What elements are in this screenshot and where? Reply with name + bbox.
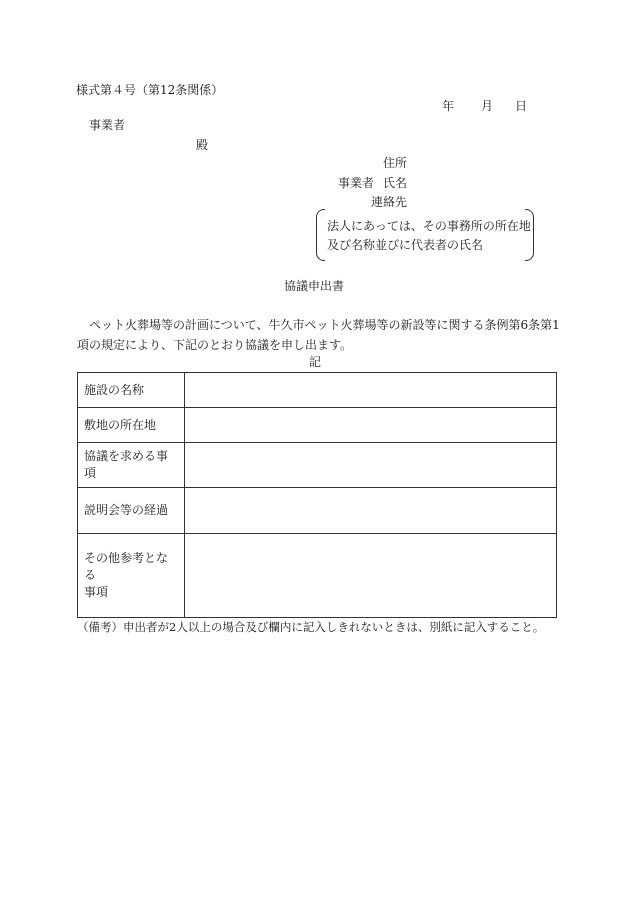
corporate-note-line2: 及び名称並びに代表者の氏名 — [327, 238, 484, 252]
document-title: 協議申出書 — [284, 279, 345, 293]
row-label-other-reference — [78, 534, 185, 618]
row-label-other-line1: その他参考となる — [84, 551, 169, 582]
name-label: 氏名 — [383, 176, 408, 190]
corporate-note-bracket — [316, 209, 534, 259]
row-value-briefing-progress[interactable] — [185, 488, 557, 534]
contact-label: 連絡先 — [371, 195, 408, 209]
applicant-role-label: 事業者 — [338, 176, 375, 190]
date-year: 年 — [442, 99, 455, 113]
bracket-left — [316, 209, 325, 261]
address-label: 住所 — [383, 156, 408, 170]
table-row — [78, 443, 557, 488]
row-value-site-location[interactable] — [185, 408, 557, 443]
body-text-line1: ペット火葬場等の計画について、牛久市ペット火葬場等の新設等に関する条例第6条第1 — [89, 318, 560, 332]
addressee-honorific: 殿 — [196, 138, 209, 152]
date-month: 月 — [481, 99, 494, 113]
row-label-consultation-matters: 協議を求める事項 — [78, 443, 185, 488]
addressee-title: 事業者 — [89, 118, 126, 132]
body-text-line2: 項の規定により、下記のとおり協議を申し出ます。 — [77, 338, 353, 352]
table-row — [78, 408, 557, 443]
table-row — [78, 488, 557, 534]
remarks-note: （備考）申出者が2人以上の場合及び欄内に記入しきれないときは、別紙に記入すること。 — [77, 620, 545, 634]
row-value-other-reference[interactable] — [185, 534, 557, 618]
row-label-site-location: 敷地の所在地 — [78, 408, 185, 443]
bracket-right — [525, 209, 534, 261]
table-row — [78, 373, 557, 408]
row-label-facility-name: 施設の名称 — [78, 373, 185, 408]
row-value-consultation-matters[interactable] — [185, 443, 557, 488]
row-label-briefing-progress: 説明会等の経過 — [78, 488, 185, 534]
application-table — [77, 372, 557, 618]
corporate-note-line1: 法人にあっては、その事務所の所在地 — [327, 219, 531, 233]
table-row — [78, 534, 557, 618]
date-day: 日 — [515, 99, 528, 113]
row-label-other-line2: 事項 — [84, 585, 109, 599]
row-value-facility-name[interactable] — [185, 373, 557, 408]
form-number: 様式第４号（第12条関係） — [76, 83, 224, 97]
ki-heading: 記 — [309, 355, 322, 369]
